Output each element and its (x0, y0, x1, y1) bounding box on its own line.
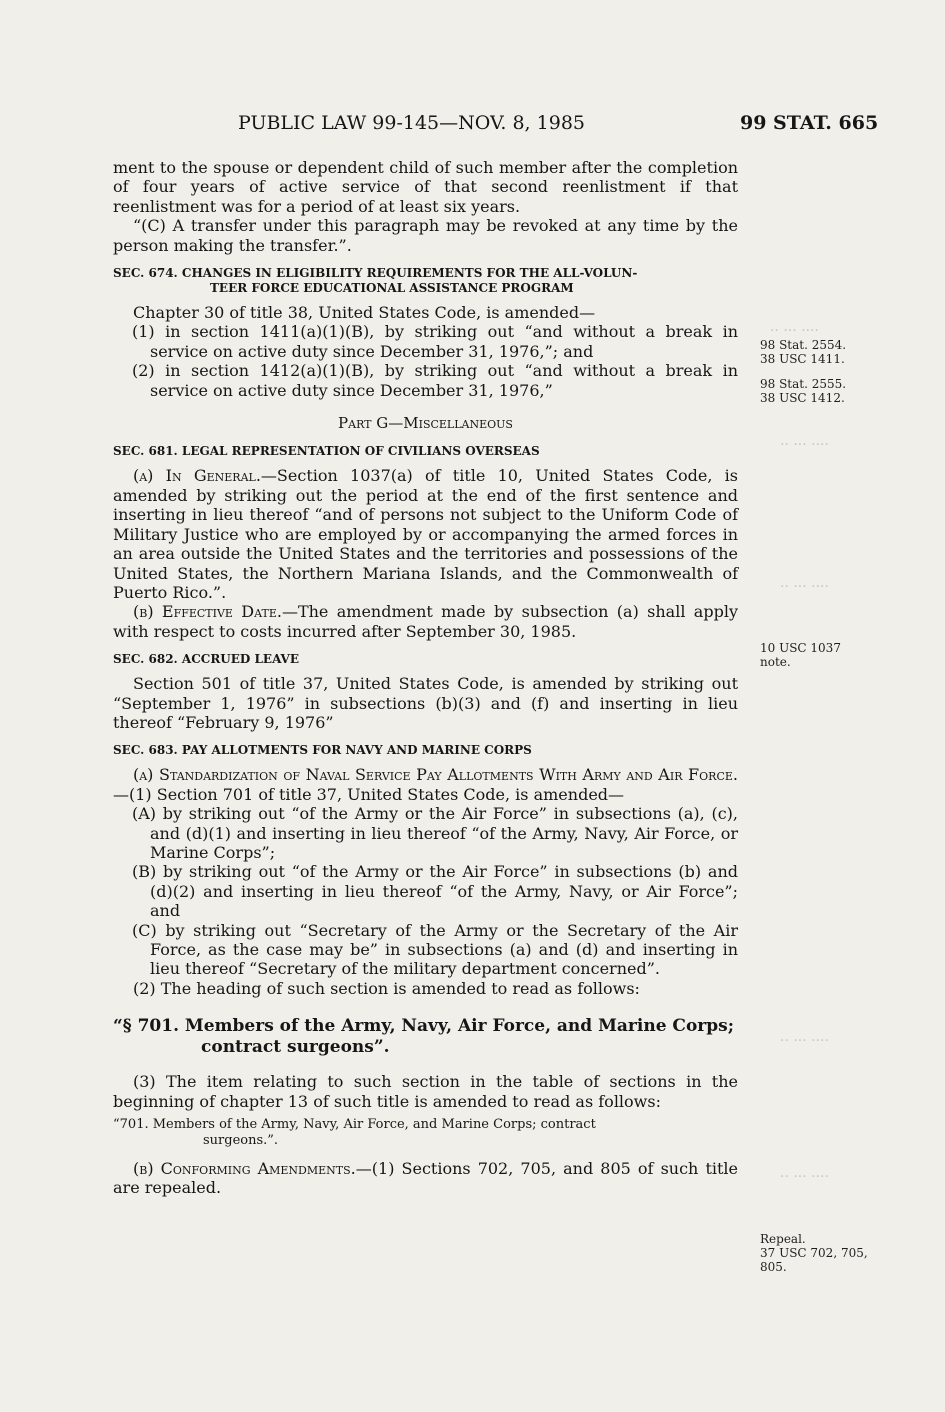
bleed-through-text: ·· ··· ···· (780, 1033, 829, 1049)
bleed-through-text: ·· ··· ···· (780, 579, 829, 595)
statute-page-number: 99 STAT. 665 (740, 112, 879, 134)
paragraph-text: —(1) Sections 702, 705, and 805 of such title are repealed. (113, 1159, 739, 1198)
table-of-sections-item (113, 1117, 738, 1149)
list-item: (1) in section 1411(a)(1)(B), by striking out “and without a break in service on active duty since December 31, 1976,”; and (132, 322, 738, 361)
list-item: (C) by striking out “Secretary of the Army or the Secretary of the Air Force, as the case may be” in subsections (a) and (d) and inserting in lieu thereof “Secretary of the military department concerned”. (132, 920, 738, 979)
paragraph: Section 501 of title 37, United States Code, is amended by striking out “September 1, 1976” in subsections (b)(3) and (f) and inserting in lieu thereof “February 9, 1976” (113, 674, 738, 732)
paragraph-text: —Section 1037(a) of title 10, United States Code, is amended by striking out the period at the end of the first sentence and inserting in lieu thereof “and of persons not subject to the Uniform Code of Military Justice who are employed by or accompanying the armed forces in an area outside the United States and the territories and possessions of the United States, the Northern Mariana Islands, and the Commonwealth of Puerto Rico.”. (113, 466, 738, 602)
bleed-through-text: ·· ··· ···· (780, 1169, 829, 1185)
list-item: (2) in section 1412(a)(1)(B), by striking out “and without a break in service on active duty since December 31, 1976,” (132, 361, 738, 400)
margin-note (760, 338, 846, 366)
margin-note-line: Repeal. (760, 1232, 806, 1246)
margin-note (760, 641, 841, 669)
margin-note-line: 98 Stat. 2555. (760, 377, 847, 391)
paragraph (113, 765, 738, 804)
section-701-heading: “§ 701. Members of the Army, Navy, Air Force, and Marine Corps; contract surgeons”. (113, 1016, 734, 1058)
bleed-through-text: ·· ··· ···· (780, 437, 829, 453)
bleed-through-text: ·· ··· ···· (770, 323, 819, 339)
paragraph (113, 602, 738, 641)
subsection-heading: (b) Effective Date. (133, 602, 282, 622)
paragraph: ment to the spouse or dependent child of such member after the completion of four years of active service of that second reenlistment if that reenlistment was for a period of at least six years. (113, 158, 738, 216)
paragraph-text: —The amendment made by subsection (a) shall apply with respect to costs incurred after September 30, 1985. (113, 602, 738, 641)
margin-note-line: 10 USC 1037 (760, 641, 841, 655)
list-item: (B) by striking out “of the Army or the Air Force” in subsections (b) and (d)(2) and inserting in lieu thereof “of the Army, Navy, or Air Force”; and (132, 862, 738, 921)
paragraph (113, 1159, 738, 1198)
subsection-heading: (a) In General. (133, 466, 261, 486)
margin-note-line: 805. (760, 1260, 787, 1274)
list-item: (A) by striking out “of the Army or the Air Force” in subsections (a), (c), and (d)(1) and inserting in lieu thereof “of the Army, Navy, Air Force, or Marine Corps”; (132, 804, 738, 862)
document-body (113, 158, 738, 1198)
section-heading-681: SEC. 681. LEGAL REPRESENTATION OF CIVILIANS OVERSEAS (113, 444, 540, 459)
part-heading: Part G—Miscellaneous (338, 414, 513, 433)
section-heading-line: TEER FORCE EDUCATIONAL ASSISTANCE PROGRAM (210, 281, 574, 296)
page-header (0, 112, 945, 142)
subsection-heading: (a) Standardization of Naval Service Pay Allotments With Army and Air Force. (133, 765, 738, 785)
page-title: PUBLIC LAW 99-145—NOV. 8, 1985 (238, 112, 585, 134)
paragraph-text: —(1) Section 701 of title 37, United States Code, is amended— (113, 784, 625, 804)
margin-note-line: note. (760, 655, 791, 669)
paragraph (113, 466, 738, 602)
paragraph: Chapter 30 of title 38, United States Code, is amended— (133, 303, 596, 323)
subsection-heading: (b) Conforming Amendments. (133, 1159, 356, 1179)
margin-note-line: 37 USC 702, 705, (760, 1246, 868, 1260)
margin-note-line: 98 Stat. 2554. (760, 338, 847, 352)
margin-note-line: 38 USC 1412. (760, 391, 845, 405)
margin-note (760, 1232, 868, 1274)
section-heading-line: SEC. 674. CHANGES IN ELIGIBILITY REQUIREMENTS FOR THE ALL-VOLUN- (113, 266, 638, 281)
section-heading-674 (113, 266, 738, 296)
margin-note-line: 38 USC 1411. (760, 352, 845, 366)
table-item-line: “701. Members of the Army, Navy, Air Force, and Marine Corps; contract (113, 1117, 596, 1133)
paragraph: (3) The item relating to such section in the table of sections in the beginning of chapter 13 of such title is amended to read as follows: (113, 1072, 738, 1111)
section-heading-683: SEC. 683. PAY ALLOTMENTS FOR NAVY AND MARINE CORPS (113, 743, 532, 758)
paragraph: “(C) A transfer under this paragraph may be revoked at any time by the person making the transfer.”. (113, 216, 738, 255)
section-heading-682: SEC. 682. ACCRUED LEAVE (113, 652, 299, 667)
paragraph: (2) The heading of such section is amended to read as follows: (133, 978, 640, 998)
margin-note (760, 377, 846, 405)
table-item-line: surgeons.”. (203, 1133, 279, 1149)
